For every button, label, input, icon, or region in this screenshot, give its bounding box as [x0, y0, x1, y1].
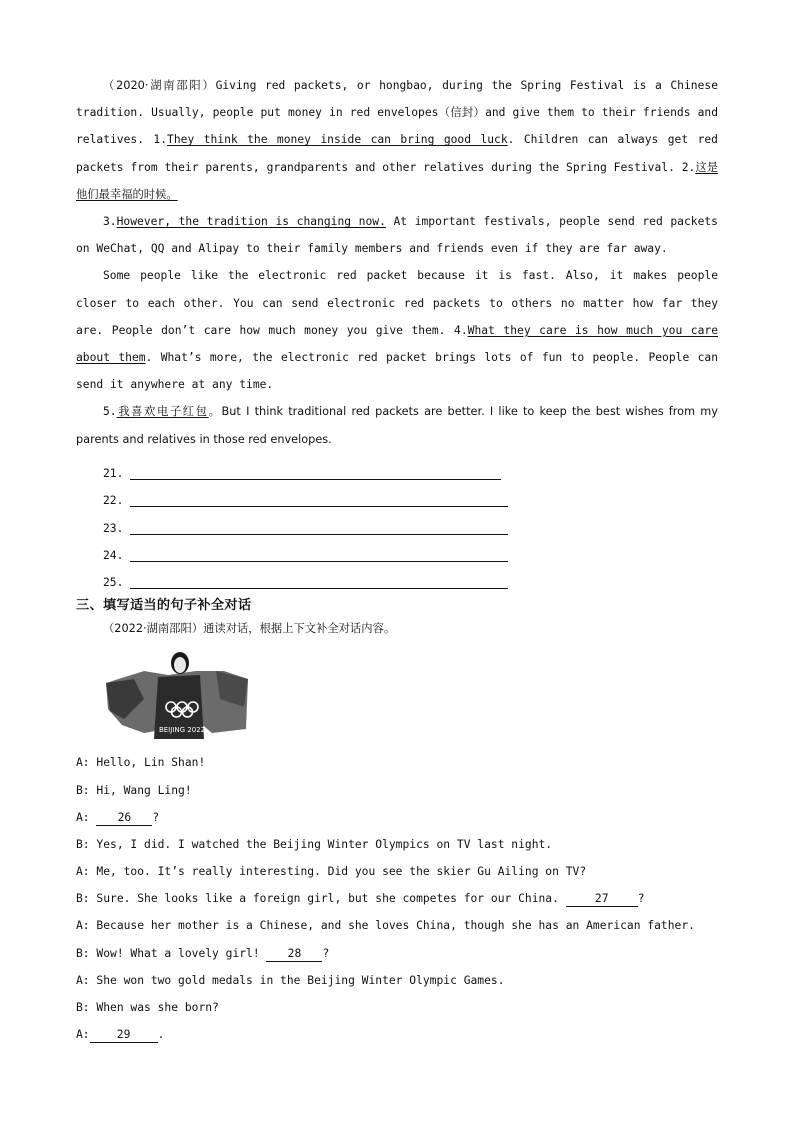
dialog-text: Sure. She looks like a foreign girl, but she competes for our China.	[96, 892, 559, 906]
underlined-sentence-1: They think the money inside can bring good luck	[167, 133, 508, 147]
blank-punctuation: ?	[637, 892, 645, 906]
answer-row	[76, 453, 718, 480]
speaker-label: A:	[76, 973, 90, 987]
section-source: （2022·湖南邵阳）通读对话，根据上下文补全对话内容。	[103, 622, 396, 636]
answer-line[interactable]	[130, 545, 508, 562]
dialog-text: Because her mother is a Chinese, and she loves China, though she has an American father.	[96, 919, 695, 933]
dialog-line	[76, 912, 718, 939]
answer-blank-27[interactable]: 27	[566, 892, 638, 907]
speaker-label: B:	[76, 892, 90, 906]
speaker-label: B:	[76, 783, 90, 797]
speaker-label: A:	[76, 756, 90, 770]
dialog-text: She won two gold medals in the Beijing Winter Olympic Games.	[96, 973, 505, 987]
answer-row	[76, 480, 718, 507]
passage-text: At important festivals, people send red packets on WeChat, QQ and Alipay to their family members and friends even if they are far away.	[76, 215, 718, 256]
sentence-number: 5.	[103, 405, 117, 419]
section-title: 三、填写适当的句子补全对话	[76, 598, 252, 614]
passage-text: Some people like the electronic red packet because it is fast. Also, it makes people closer to each other. You can send electronic red packets to others no matter how far they are. People don’t care how much money you give them. 4.	[76, 269, 718, 337]
dialog-line	[76, 1021, 718, 1048]
dialog-text: Hi, Wang Ling!	[96, 783, 192, 797]
speaker-label: A:	[76, 919, 90, 933]
document-page	[76, 72, 718, 1048]
dialog-text: When was she born?	[96, 1001, 219, 1015]
underlined-sentence-2: 这是他们最幸福的时候。	[76, 160, 718, 201]
passage-text: and give them to their friends and relatives. 1.	[76, 106, 718, 147]
passage-text: . Children can always get red packets from their parents, grandparents and other relatives during the Spring Festival. 2.	[76, 133, 718, 174]
answer-row	[76, 535, 718, 562]
answer-lines	[76, 453, 718, 589]
dialog	[76, 749, 718, 1048]
dialog-line	[76, 749, 718, 776]
dialog-line	[76, 885, 718, 912]
passage-text: Giving red packets, or hongbao, during the Spring Festival is a Chinese tradition. Usually, people put money in red envelopes	[76, 79, 718, 120]
speaker-label: A:	[76, 810, 90, 824]
answer-blank-28[interactable]: 28	[266, 947, 322, 962]
answer-line[interactable]	[130, 572, 508, 589]
dialog-line	[76, 804, 718, 831]
photo-caption: BEIJING 2022	[158, 726, 206, 735]
answer-number: 25.	[103, 576, 124, 590]
passage-paragraph-1	[76, 72, 718, 208]
speaker-label: B:	[76, 946, 90, 960]
speaker-label: A:	[76, 865, 90, 879]
dialog-line	[76, 967, 718, 994]
skier-photo	[104, 649, 250, 739]
answer-row	[76, 507, 718, 534]
answer-number: 23.	[103, 521, 124, 535]
underlined-sentence-4: What they care is how much you care about them	[76, 323, 719, 365]
sentence-number: 3.	[103, 215, 117, 229]
blank-punctuation: ?	[322, 946, 330, 960]
answer-line[interactable]	[130, 518, 508, 535]
gloss-note: （信封）	[438, 106, 486, 120]
dialog-line	[76, 831, 718, 858]
speaker-label: A:	[76, 1028, 90, 1042]
dialog-text: Me, too. It’s really interesting. Did you see the skier Gu Ailing on TV?	[96, 865, 587, 879]
dialog-line	[76, 940, 718, 967]
answer-line[interactable]	[130, 490, 508, 507]
answer-number: 22.	[103, 494, 124, 508]
answer-line[interactable]	[130, 463, 501, 480]
passage-text: 。But I think traditional red packets are better. I like to keep the best wishes from my parents and relatives in those red envelopes.	[76, 405, 718, 446]
speaker-label: B:	[76, 837, 90, 851]
dialog-text: Yes, I did. I watched the Beijing Winter Olympics on TV last night.	[96, 837, 553, 851]
dialog-text: Wow! What a lovely girl!	[96, 946, 260, 960]
passage-paragraph-4	[76, 398, 718, 452]
passage-text: . What’s more, the electronic red packet brings lots of fun to people. People can send it anywhere at any time.	[76, 351, 719, 392]
speaker-label: B:	[76, 1001, 90, 1015]
answer-number: 24.	[103, 549, 124, 563]
dialog-line	[76, 858, 718, 885]
answer-blank-26[interactable]: 26	[96, 811, 152, 826]
dialog-line	[76, 994, 718, 1021]
answer-number: 21.	[103, 467, 124, 481]
dialog-text: Hello, Lin Shan!	[96, 756, 206, 770]
answer-blank-29[interactable]: 29	[90, 1028, 158, 1043]
passage-paragraph-3	[76, 262, 718, 398]
passage-paragraph-2	[76, 208, 718, 262]
underlined-sentence-5: 我喜欢电子红包	[116, 405, 209, 419]
underlined-sentence-3: However, the tradition is changing now.	[116, 215, 386, 229]
source-note: （2020·湖南邵阳）	[103, 79, 216, 92]
blank-punctuation: .	[157, 1028, 165, 1042]
answer-row	[76, 562, 718, 589]
dialog-line	[76, 777, 718, 804]
blank-punctuation: ?	[152, 810, 160, 824]
